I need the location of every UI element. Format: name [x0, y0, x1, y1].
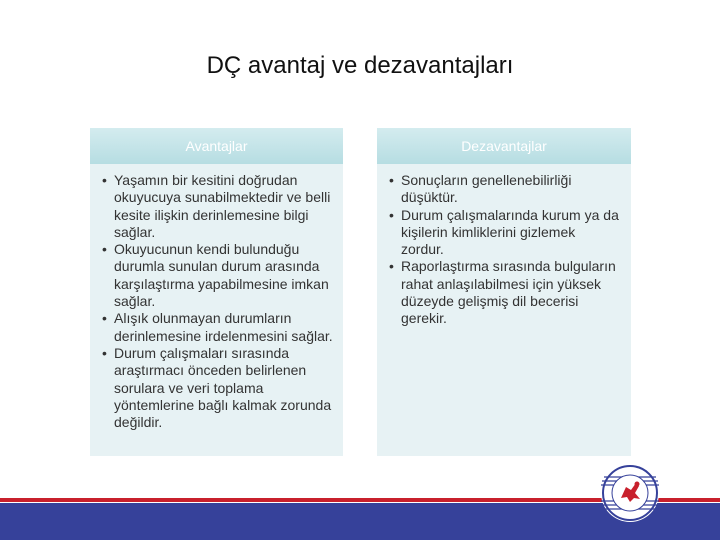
- disadvantages-header: Dezavantajlar: [377, 128, 631, 164]
- slide-title: DÇ avantaj ve dezavantajları: [206, 52, 514, 79]
- advantages-list: [102, 172, 333, 431]
- disadvantages-body: [377, 164, 631, 456]
- advantage-item: • Yaşamın bir kesitini doğrudan okuyucuya sunabilmektedir ve belli kesite ilişkin derinlemesine bilgi sağlar.: [102, 172, 333, 241]
- advantages-column: [90, 128, 343, 456]
- disadvantages-column: [377, 128, 631, 456]
- advantage-item: • Alışık olunmayan durumların derinlemesine irdelenmesini sağlar.: [102, 310, 333, 345]
- disadvantage-item: • Durum çalışmalarında kurum ya da kişilerin kimliklerini gizlemek zordur.: [389, 207, 621, 259]
- disadvantages-list: [389, 172, 621, 328]
- disadvantage-item: • Raporlaştırma sırasında bulguların rahat anlaşılabilmesi için yüksek düzeyde gelişmiş dil becerisi gerekir.: [389, 258, 621, 327]
- advantages-body: [90, 164, 343, 456]
- disadvantage-item: • Sonuçların genellenebilirliği düşüktür.: [389, 172, 621, 207]
- advantage-item: • Okuyucunun kendi bulunduğu durumla sunulan durum arasında karşılaştırma yapabilmesine imkan sağlar.: [102, 241, 333, 310]
- advantages-header: Avantajlar: [90, 128, 343, 164]
- advantage-item: • Durum çalışmaları sırasında araştırmacı önceden belirlenen sorulara ve veri toplama yöntemlerine bağlı kalmak zorunda değildir.: [102, 345, 333, 431]
- university-seal-icon: [600, 463, 660, 523]
